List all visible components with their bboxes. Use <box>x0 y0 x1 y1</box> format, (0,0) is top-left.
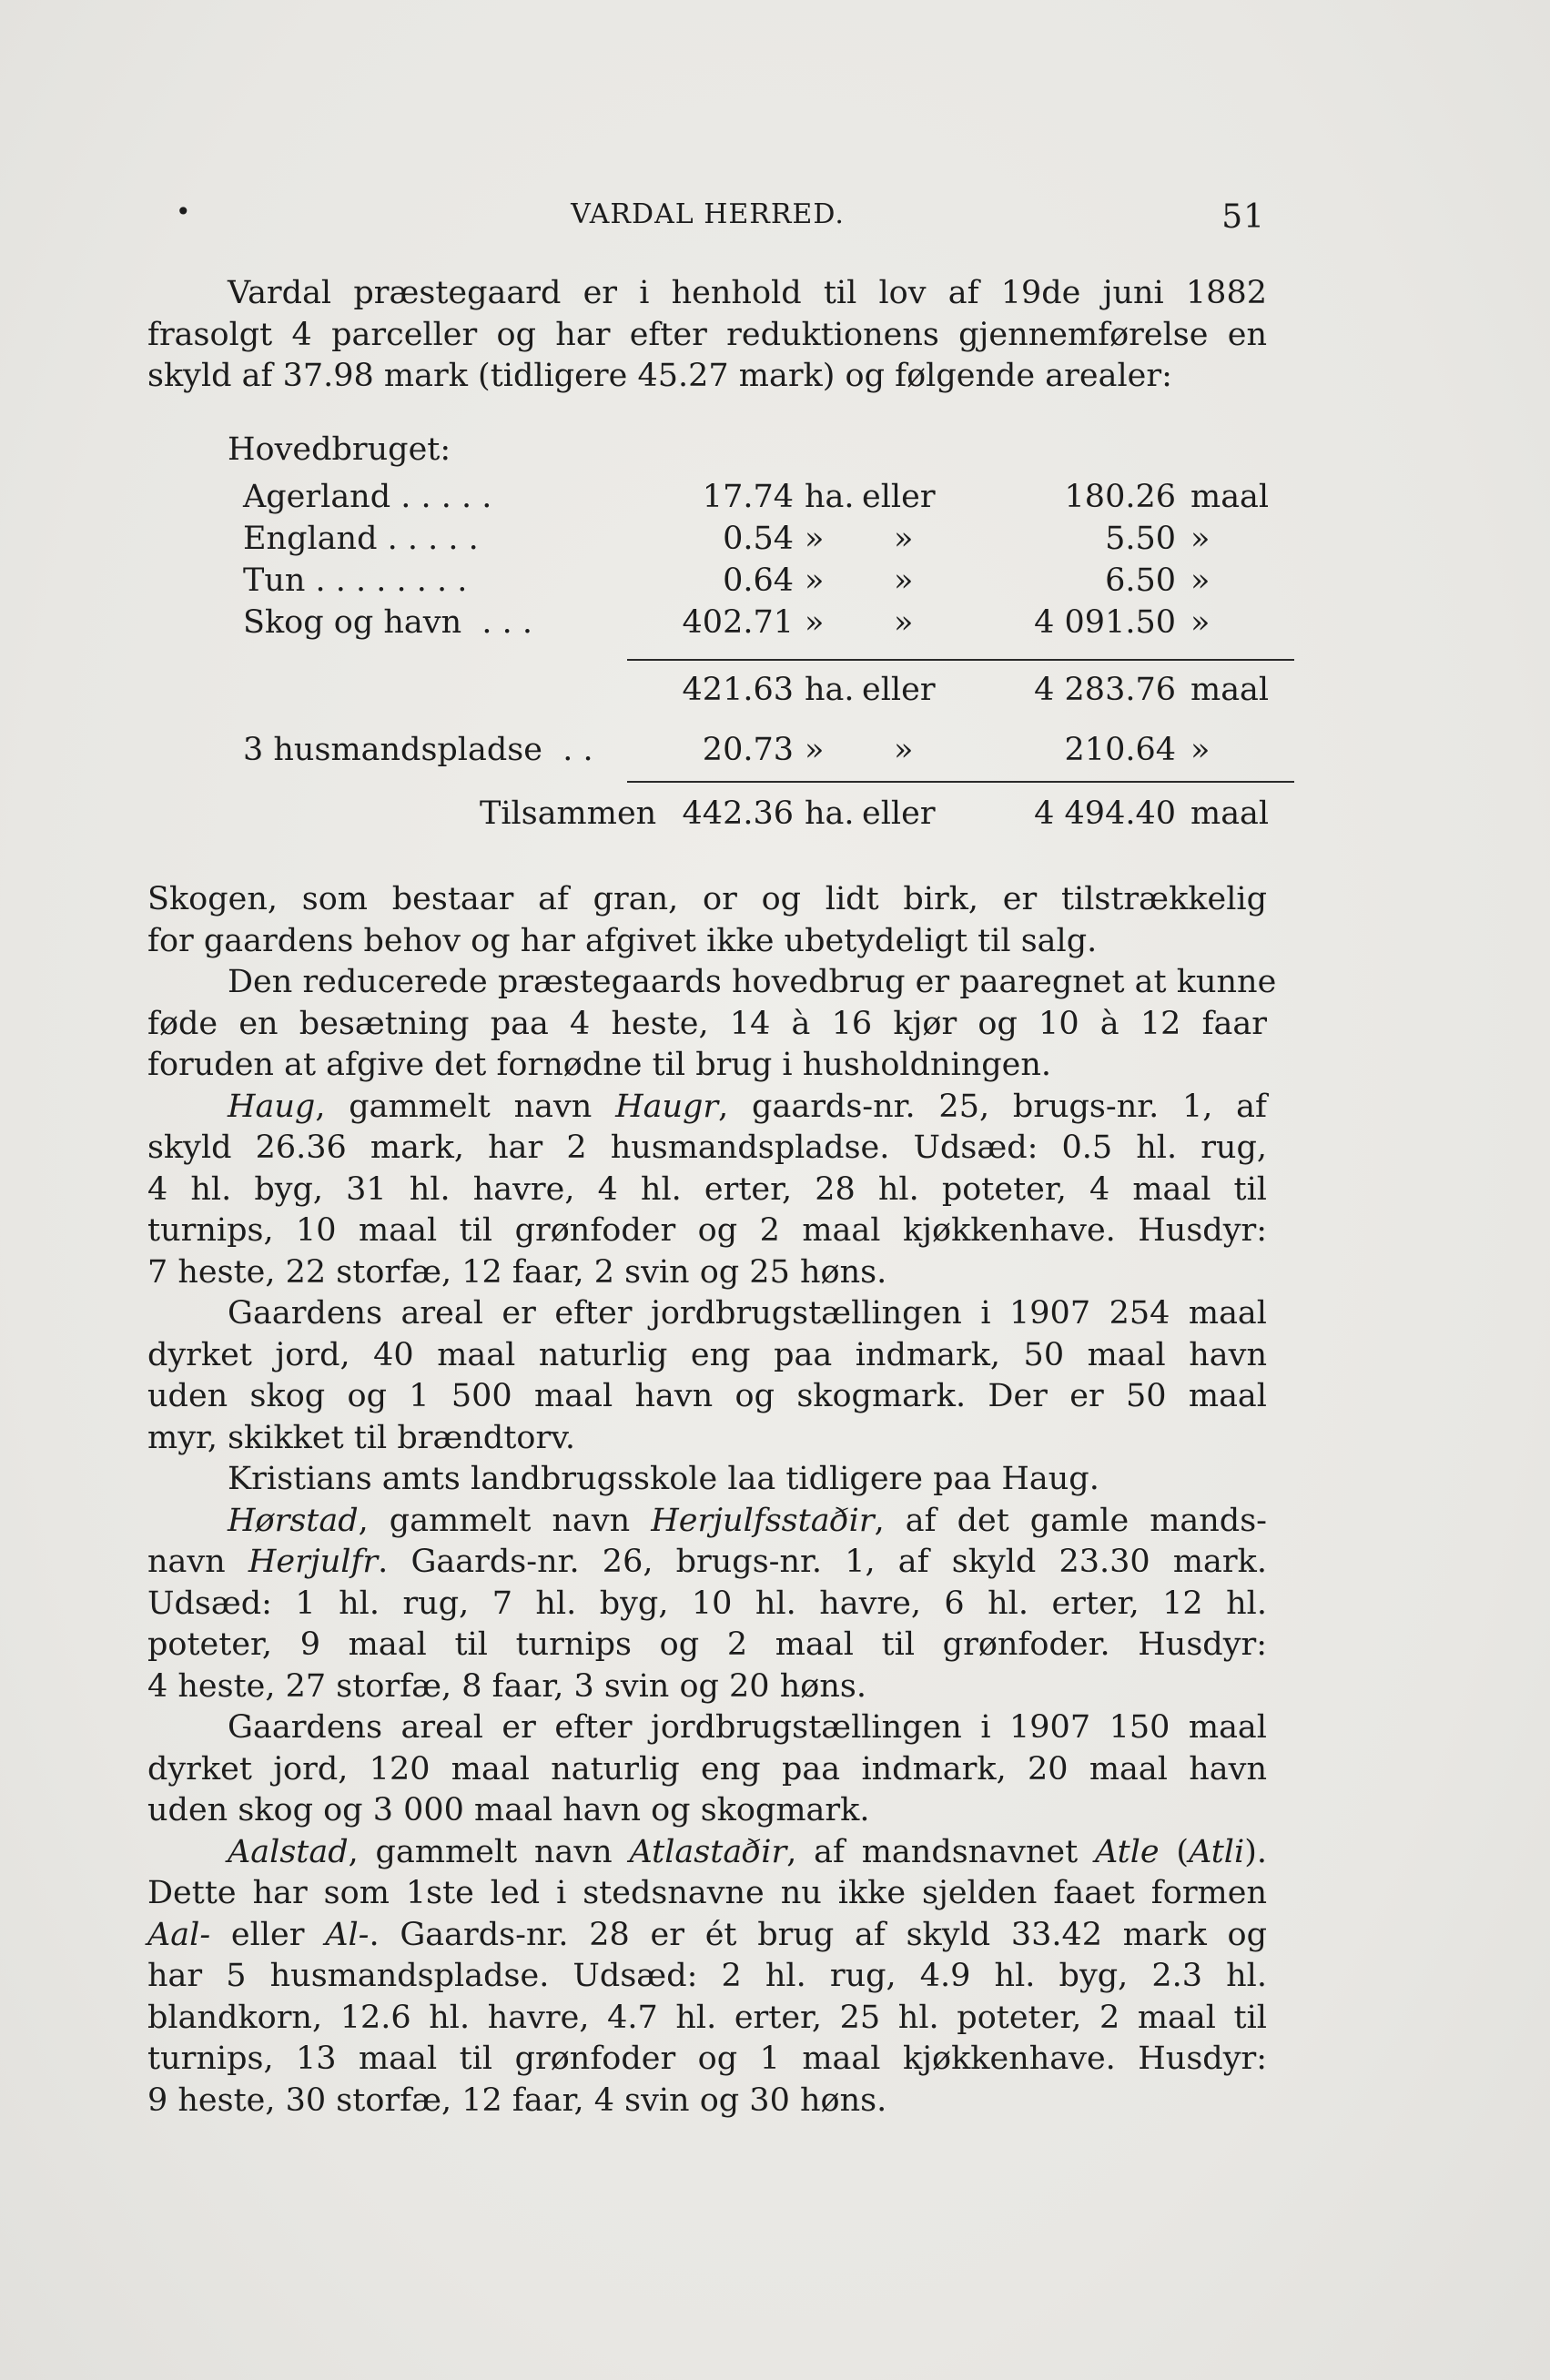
text-line: skyld af 37.98 mark (tidligere 45.27 mark) og følgende arealer: <box>147 358 1172 394</box>
text-line: Vardal præstegaard er i henhold til lov af 19de juni 1882 <box>228 275 1267 311</box>
hectare-value: 17.74 <box>702 479 794 515</box>
text-line: Gaardens areal er efter jordbrugstællingen i 1907 254 maal <box>228 1295 1267 1332</box>
maal-value: 5.50 <box>1105 521 1176 557</box>
maal-value: 4 283.76 <box>1034 672 1176 708</box>
hectare-unit: » <box>805 521 825 557</box>
maal-value: 4 494.40 <box>1034 795 1176 832</box>
text-line: turnips, 10 maal til grønfoder og 2 maal kjøkkenhave. Husdyr: <box>147 1212 1267 1249</box>
paragraph <box>147 962 1277 1087</box>
hectare-unit: ha. <box>805 795 855 832</box>
hectare-unit: ha. <box>805 672 855 708</box>
maal-value: 6.50 <box>1105 562 1176 599</box>
hectare-value: 402.71 <box>682 604 794 641</box>
text-line: Dette har som 1ste led i stedsnavne nu ikke sjelden faaet formen <box>147 1875 1267 1911</box>
row-label: England . . . . . <box>243 521 479 557</box>
text-line: blandkorn, 12.6 hl. havre, 4.7 hl. erter, 25 hl. poteter, 2 maal til <box>147 1999 1267 2036</box>
text-line: for gaardens behov og har afgivet ikke ubetydeligt til salg. <box>147 922 1098 959</box>
text-line: foruden at afgive det fornødne til brug i husholdningen. <box>147 1047 1052 1083</box>
text-line: 7 heste, 22 storfæ, 12 faar, 2 svin og 25 høns. <box>147 1253 887 1291</box>
maal-unit: maal <box>1190 795 1270 832</box>
conjunction: eller <box>862 795 936 832</box>
hectare-value: 421.63 <box>682 672 794 708</box>
text-line: Aal- eller Al-. Gaards-nr. 28 er ét brug af skyld 33.42 mark og <box>147 1916 1267 1953</box>
hectare-unit: » <box>805 732 825 768</box>
text-line: frasolgt 4 parceller og har efter reduktionens gjennemførelse en <box>147 316 1267 353</box>
text-line: turnips, 13 maal til grønfoder og 1 maal kjøkkenhave. Husdyr: <box>147 2041 1267 2077</box>
text-line: dyrket jord, 40 maal naturlig eng paa indmark, 50 maal havn <box>147 1336 1267 1373</box>
paragraph <box>147 879 1267 962</box>
maal-unit: » <box>1190 732 1211 768</box>
maal-value: 210.64 <box>1064 732 1176 768</box>
text-line: uden skog og 3 000 maal havn og skogmark. <box>147 1792 870 1828</box>
text-line: dyrket jord, 120 maal naturlig eng paa indmark, 20 maal havn <box>147 1750 1267 1788</box>
maal-value: 4 091.50 <box>1034 604 1176 641</box>
text-line: 4 heste, 27 storfæ, 8 faar, 3 svin og 20 høns. <box>147 1667 866 1705</box>
text-line: Kristians amts landbrugsskole laa tidligere paa Haug. <box>228 1461 1099 1497</box>
row-label: Tun . . . . . . . . <box>243 562 468 599</box>
text-line: 4 hl. byg, 31 hl. havre, 4 hl. erter, 28 hl. poteter, 4 maal til <box>147 1170 1267 1208</box>
maal-unit: » <box>1190 521 1211 557</box>
paragraph <box>147 1501 1267 1708</box>
row-label: 3 husmandspladse . . <box>243 732 593 768</box>
text-line: poteter, 9 maal til turnips og 2 maal til grønfoder. Husdyr: <box>147 1626 1267 1663</box>
conjunction: eller <box>862 479 936 515</box>
header-mark: • <box>176 197 192 227</box>
page-header <box>150 198 1265 244</box>
text-line: Haug, gammelt navn Haugr, gaards-nr. 25, brugs-nr. 1, af <box>228 1088 1267 1125</box>
hectare-value: 442.36 <box>682 795 794 832</box>
row-label: Skog og havn . . . <box>243 604 532 641</box>
text-line: Hørstad, gammelt navn Herjulfsstaðir, af det gamle mands- <box>228 1502 1267 1539</box>
text-line: navn Herjulfr. Gaards-nr. 26, brugs-nr. 1, af skyld 23.30 mark. <box>147 1544 1267 1580</box>
paragraph <box>147 1707 1267 1832</box>
text-line: Udsæd: 1 hl. rug, 7 hl. byg, 10 hl. havre, 6 hl. erter, 12 hl. <box>147 1585 1267 1622</box>
hectare-value: 0.54 <box>723 521 794 557</box>
text-line: Den reducerede præstegaards hovedbrug er paaregnet at kunne <box>228 964 1277 1000</box>
conjunction: » <box>894 562 914 599</box>
hectare-unit: » <box>805 604 825 641</box>
text-line: uden skog og 1 500 maal havn og skogmark. Der er 50 maal <box>147 1378 1267 1414</box>
total-rule <box>627 781 1294 783</box>
paragraph <box>147 1832 1267 2122</box>
text-line: føde en besætning paa 4 heste, 14 à 16 kjør og 10 à 12 faar <box>147 1005 1267 1042</box>
intro-paragraph <box>147 273 1267 398</box>
subtotal-rule <box>627 659 1294 661</box>
maal-unit: » <box>1190 604 1211 641</box>
text-line: skyld 26.36 mark, har 2 husmandspladse. Udsæd: 0.5 hl. rug, <box>147 1129 1267 1166</box>
text-line: myr, skikket til brændtorv. <box>147 1419 575 1456</box>
maal-unit: maal <box>1190 479 1270 515</box>
hectare-unit: ha. <box>805 479 855 515</box>
page-number: 51 <box>1221 198 1265 236</box>
conjunction: » <box>894 732 914 768</box>
table-heading: Hovedbruget: <box>228 431 451 468</box>
paragraph <box>147 1459 1267 1501</box>
text-line: Gaardens areal er efter jordbrugstællingen i 1907 150 maal <box>228 1709 1267 1746</box>
maal-unit: » <box>1190 562 1211 599</box>
paragraph <box>147 1087 1267 1294</box>
text-line: Aalstad, gammelt navn Atlastaðir, af mandsnavnet Atle (Atli). <box>228 1833 1267 1870</box>
running-title: VARDAL HERRED. <box>571 198 845 230</box>
row-label: Agerland . . . . . <box>243 479 492 515</box>
text-line: 9 heste, 30 storfæ, 12 faar, 4 svin og 30 høns. <box>147 2081 887 2119</box>
conjunction: eller <box>862 672 936 708</box>
body-text <box>147 879 1277 2122</box>
paragraph <box>147 1293 1267 1459</box>
hectare-value: 20.73 <box>702 732 794 768</box>
conjunction: » <box>894 521 914 557</box>
maal-value: 180.26 <box>1064 479 1176 515</box>
maal-unit: maal <box>1190 672 1270 708</box>
row-label: Tilsammen <box>480 795 657 832</box>
hectare-unit: » <box>805 562 825 599</box>
conjunction: » <box>894 604 914 641</box>
hectare-value: 0.64 <box>723 562 794 599</box>
text-line: har 5 husmandspladse. Udsæd: 2 hl. rug, 4.9 hl. byg, 2.3 hl. <box>147 1958 1267 1994</box>
text-line: Skogen, som bestaar af gran, or og lidt birk, er tilstrækkelig <box>147 881 1267 917</box>
